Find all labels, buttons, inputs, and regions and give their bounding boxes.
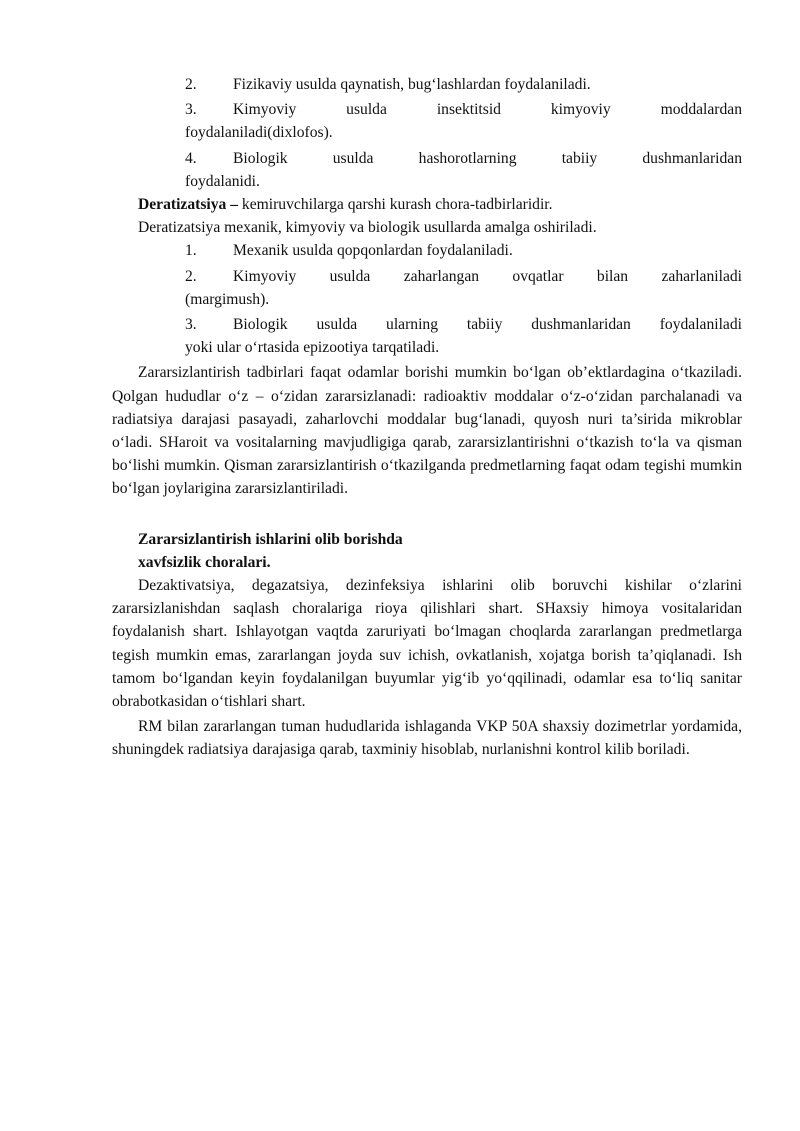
- list-item: [185, 265, 742, 311]
- list-number: 2.: [185, 267, 197, 285]
- list-text-continued: foydalaniladi(dixlofos).: [185, 124, 333, 142]
- list-deratization: [112, 239, 742, 359]
- list-text: Kimyoviy usulda zaharlangan ovqatlar bilan zaharlaniladi: [233, 267, 742, 285]
- body-paragraph: Zararsizlantirish tadbirlari faqat odamlar borishi mumkin bo‘lgan ob’ektlardagina o‘tkaziladi. Qolgan hududlar o‘z – o‘zidan zararsizlanadi: radioaktiv moddalar o‘z-o‘zidan parchalanadi va radiatsiya darajasi pasayadi, zaharlovchi moddalar bug‘lanadi, quyosh nuri ta’sirida mikroblar o‘ladi. SHaroit va vositalarning mavjudligiga qarab, zararsizlantirishni o‘tkazish to‘la va qisman bo‘lishi mumkin. Qisman zararsizlantirish o‘tkazilganda predmetlarning faqat odam tegishi mumkin bo‘lgan joylarigina zararsizlantiriladi.: [112, 364, 742, 498]
- list-text: Mexanik usulda qopqonlardan foydalaniladi.: [233, 242, 513, 260]
- body-paragraph: Dezaktivatsiya, degazatsiya, dezinfeksiya ishlarini olib boruvchi kishilar o‘zlarini zararsizlanishdan saqlash choralariga rioya qilishlari shart. SHaxsiy himoya vositalaridan foydalanish shart. Ishlayotgan vaqtda zaruriyati bo‘lmagan choqlarda zararlangan predmetlarga tegish mumkin emas, zararlangan joyda suv ichish, ovkatlanish, xojatga borish ta’qiqlanadi. Ish tamom bo‘lgandan keyin foydalanilgan buyumlar yig‘ib yo‘qqilinadi, odamlar esa to‘liq sanitar obrabotkasidan o‘tishlari shart.: [112, 577, 742, 711]
- list-text-continued: yoki ular o‘rtasida epizootiya tarqatiladi.: [185, 339, 440, 357]
- list-text: Fizikaviy usulda qaynatish, bug‘lashlardan foydalaniladi.: [233, 76, 591, 93]
- section-heading-line: Zararsizlantirish ishlarini olib borishda: [138, 530, 403, 548]
- list-number: 2.: [185, 76, 197, 93]
- list-number: 3.: [185, 316, 197, 334]
- list-number: 1.: [185, 242, 197, 260]
- list-disinsection: [112, 73, 742, 193]
- list-item: [185, 147, 742, 193]
- definition-paragraph: [138, 193, 742, 216]
- list-item: [185, 73, 742, 96]
- methods-paragraph: Deratizatsiya mexanik, kimyoviy va biologik usullarda amalga oshiriladi.: [138, 219, 597, 237]
- list-item: [185, 239, 742, 262]
- section-heading-line: xavfsizlik choralari.: [138, 553, 271, 571]
- blank-line: [112, 501, 742, 524]
- list-item: [185, 313, 742, 359]
- list-number: 3.: [185, 101, 197, 119]
- body-paragraph: RM bilan zararlangan tuman hududlarida ishlaganda VKP 50A shaxsiy dozimetrlar yordamida, shuningdek radiatsiya darajasiga qarab, taxminiy hisoblab, nurlanishni kontrol kilib boriladi.: [112, 718, 742, 759]
- list-text: Biologik usulda hashorotlarning tabiiy dushmanlaridan: [233, 149, 742, 167]
- list-number: 4.: [185, 149, 197, 167]
- list-text-continued: foydalanidi.: [185, 172, 260, 190]
- list-text: Kimyoviy usulda insektitsid kimyoviy moddalardan: [233, 101, 742, 119]
- list-text-continued: (margimush).: [185, 290, 270, 308]
- section-heading: [138, 528, 742, 574]
- list-text: Biologik usulda ularning tabiiy dushmanlaridan foydalaniladi: [233, 316, 742, 334]
- list-item: [185, 98, 742, 144]
- definition-term: Deratizatsiya –: [138, 196, 239, 214]
- definition-text: kemiruvchilarga qarshi kurash chora-tadbirlaridir.: [238, 196, 553, 214]
- document-page: [112, 73, 742, 762]
